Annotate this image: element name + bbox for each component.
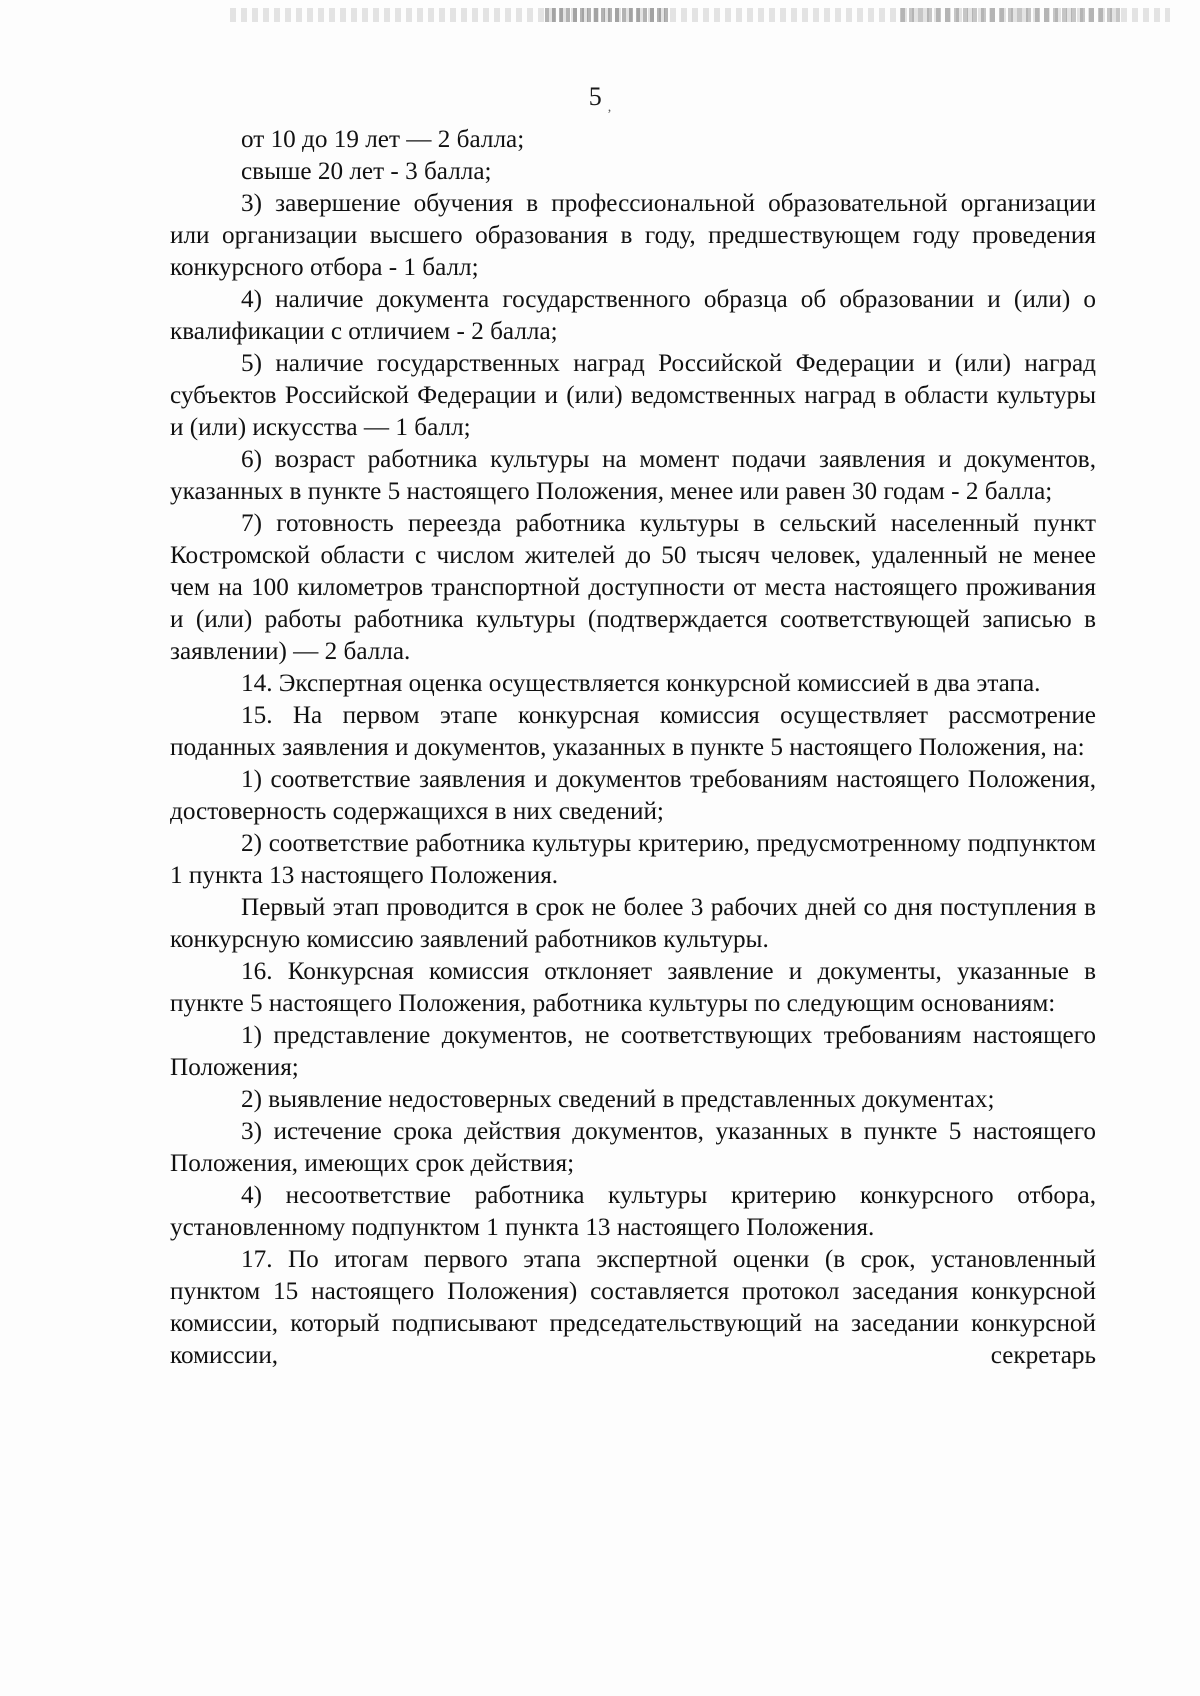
paragraph-score-10-19: от 10 до 19 лет — 2 балла;	[241, 126, 525, 153]
page-number	[0, 82, 1200, 116]
page-number-mark: ,	[607, 100, 612, 115]
paragraph-clause-16-item-2: 2) выявление недостоверных сведений в представленных документах;	[241, 1086, 995, 1113]
paragraph-criterion-6: 6) возраст работника культуры на момент подачи заявления и документов, указанных в пункте 5 настоящего Положения, менее или равен 30 годам - 2 балла;	[170, 446, 1096, 505]
paragraph-clause-16-item-1: 1) представление документов, не соответствующих требованиям настоящего Положения;	[170, 1022, 1096, 1081]
paragraph-clause-17: 17. По итогам первого этапа экспертной оценки (в срок, установленный пунктом 15 настоящего Положения) составляется протокол заседания конкурсной комиссии, который подписывают председательствующий на заседании конкурсной комиссии, секретарь	[170, 1246, 1096, 1369]
paragraph-clause-15-item-2: 2) соответствие работника культуры критерию, предусмотренному подпунктом 1 пункта 13 настоящего Положения.	[170, 830, 1096, 889]
paragraph-clause-16-item-3: 3) истечение срока действия документов, указанных в пункте 5 настоящего Положения, имеющих срок действия;	[170, 1118, 1096, 1177]
paragraph-clause-14: 14. Экспертная оценка осуществляется конкурсной комиссией в два этапа.	[241, 670, 1041, 697]
paragraph-clause-15-item-1: 1) соответствие заявления и документов требованиям настоящего Положения, достоверность содержащихся в них сведений;	[170, 766, 1096, 825]
paragraph-criterion-3: 3) завершение обучения в профессиональной образовательной организации или организации высшего образования в году, предшествующем году проведения конкурсного отбора - 1 балл;	[170, 190, 1096, 281]
paragraph-criterion-4: 4) наличие документа государственного образца об образовании и (или) о квалификации с отличием - 2 балла;	[170, 286, 1096, 345]
paragraph-criterion-7: 7) готовность переезда работника культуры в сельский населенный пункт Костромской области с числом жителей до 50 тысяч человек, удаленный не менее чем на 100 километров транспортной доступности от места настоящего проживания и (или) работы работника культуры (подтверждается соответствующей записью в заявлении) — 2 балла.	[170, 510, 1096, 665]
paragraph-score-over-20: свыше 20 лет - 3 балла;	[241, 158, 492, 185]
scan-artifact-top-dark-right	[900, 8, 1120, 22]
paragraph-criterion-5: 5) наличие государственных наград Российской Федерации и (или) наград субъектов Российской Федерации и (или) ведомственных наград в области культуры и (или) искусства — 1 балл;	[170, 350, 1096, 441]
scan-artifact-top-dark	[545, 8, 670, 22]
paragraph-clause-16-item-4: 4) несоответствие работника культуры критерию конкурсного отбора, установленному подпунктом 1 пункта 13 настоящего Положения.	[170, 1182, 1096, 1241]
page-number-value: 5	[588, 82, 602, 111]
document-body	[170, 124, 1096, 1372]
paragraph-clause-15: 15. На первом этапе конкурсная комиссия осуществляет рассмотрение поданных заявления и документов, указанных в пункте 5 настоящего Положения, на:	[170, 702, 1096, 761]
paragraph-clause-16: 16. Конкурсная комиссия отклоняет заявление и документы, указанные в пункте 5 настоящего Положения, работника культуры по следующим основаниям:	[170, 958, 1096, 1017]
paragraph-first-stage-term: Первый этап проводится в срок не более 3 рабочих дней со дня поступления в конкурсную комиссию заявлений работников культуры.	[170, 894, 1096, 953]
